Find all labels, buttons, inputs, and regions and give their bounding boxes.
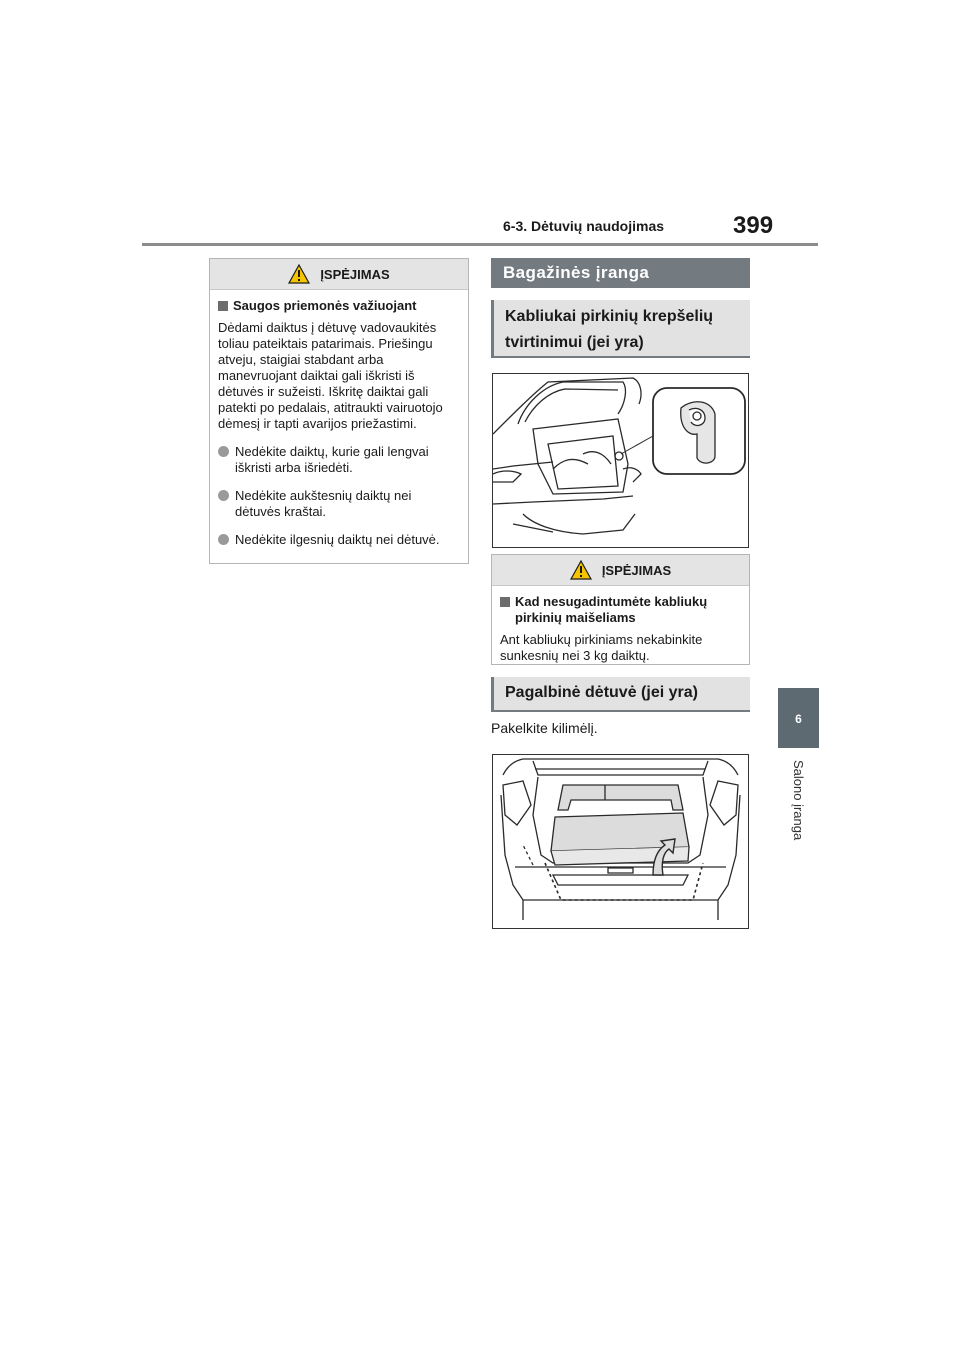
header-rule	[142, 243, 818, 246]
warning-title: ĮSPĖJIMAS	[601, 562, 672, 578]
warning-triangle-icon	[570, 560, 592, 580]
figure-auxiliary-box	[492, 754, 749, 929]
chapter-name	[778, 760, 819, 860]
warning-paragraph: Ant kabliukų pirkiniams nekabinkite sunkesnių nei 3 kg daiktų.	[500, 632, 703, 663]
warning-subheading-text: Saugos priemonės važiuojant	[233, 298, 417, 313]
auxiliary-box-illustration	[493, 755, 748, 928]
warning-header	[492, 555, 749, 586]
section-bar-luggage-equipment	[491, 258, 750, 288]
subsection-bar-shopping-hooks	[491, 300, 750, 358]
subsection-bar-auxiliary-box	[491, 677, 750, 712]
warning-subheading	[218, 298, 460, 314]
instruction-text: Pakelkite kilimėlį.	[491, 720, 598, 736]
warning-box-driving-safety	[209, 258, 469, 564]
warning-body	[210, 290, 468, 556]
warning-triangle-icon	[288, 264, 310, 284]
page-number: 399	[733, 212, 774, 239]
section-title-luggage: Bagažinės įranga	[503, 263, 650, 282]
list-item-text: Nedėkite aukštesnių daiktų nei dėtuvės kraštai.	[235, 488, 412, 519]
warning-header	[210, 259, 468, 290]
warning-body	[492, 586, 749, 672]
list-item	[218, 444, 460, 476]
warning-subheading	[500, 594, 741, 626]
warning-subheading-text: Kad nesugadintumėte kabliukų pirkinių maišeliams	[515, 594, 708, 625]
square-bullet-icon	[218, 301, 228, 311]
list-item-text: Nedėkite daiktų, kurie gali lengvai iškristi arba išriedėti.	[235, 444, 429, 475]
list-item	[218, 488, 460, 520]
round-bullet-icon	[218, 490, 229, 501]
round-bullet-icon	[218, 534, 229, 545]
subsection-title-hooks: Kabliukai pirkinių krepšelių tvirtinimui (jei yra)	[505, 308, 714, 351]
figure-trunk-hook	[492, 373, 749, 548]
section-title: 6-3. Dėtuvių naudojimas	[503, 218, 665, 234]
chapter-name-text: Salono įranga	[791, 760, 806, 841]
square-bullet-icon	[500, 597, 510, 607]
list-item	[218, 532, 460, 548]
round-bullet-icon	[218, 446, 229, 457]
warning-box-hook-load	[491, 554, 750, 665]
chapter-number: 6	[795, 712, 802, 726]
subsection-title-aux: Pagalbinė dėtuvė (jei yra)	[505, 684, 698, 701]
trunk-hook-illustration	[493, 374, 748, 547]
warning-title: ĮSPĖJIMAS	[320, 266, 390, 282]
warning-paragraph: Dėdami daiktus į dėtuvę vadovaukitės toliau pateiktais patarimais. Priešingu atveju, staigiai stabdant arba manevruojant daiktai gali iškristi iš dėtuvės ir sužeisti. Iškritę daiktai gali patekti po pedalais, atitraukti vairuotojo dėmesį ir tapti avarijos priežastimi.	[218, 320, 443, 431]
list-item-text: Nedėkite ilgesnių daiktų nei dėtuvė.	[235, 532, 440, 547]
